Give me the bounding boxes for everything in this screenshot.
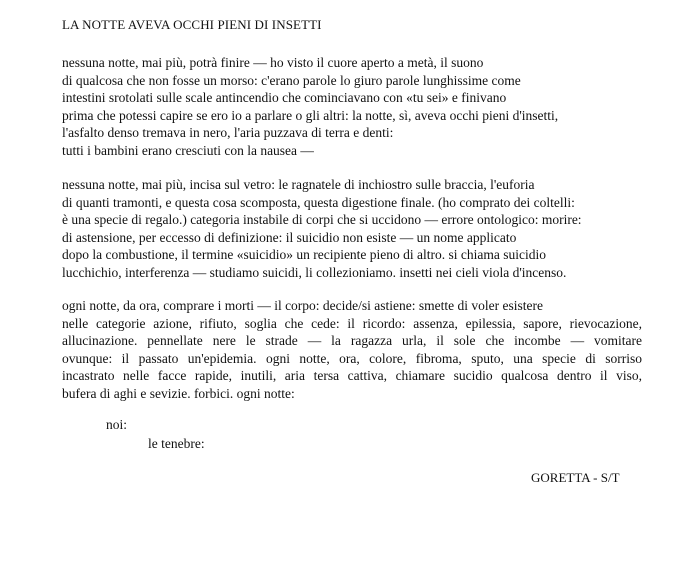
stanza-3-line-4: ovunque: il passato un'epidemia. ogni notte, ora, colore, fibroma, sputo, una specie di sorriso: [62, 350, 642, 366]
stanza-3-line-6: bufera di aghi e sevizie. forbici. ogni notte:: [62, 385, 295, 401]
stanza-1-line-1: nessuna notte, mai più, potrà finire — ho visto il cuore aperto a metà, il suono: [62, 55, 484, 70]
stanza-2-line-5: dopo la combustione, il termine «suicidio» un recipiente pieno di altro. si chiama suicidio: [62, 247, 547, 262]
stanza-3-line-1: ogni notte, da ora, comprare i morti — il corpo: decide/si astiene: smette di voler esistere: [62, 298, 543, 313]
stanza-2-line-2: di quanti tramonti, e questa cosa scomposta, questa digestione finale. (ho comprato dei coltelli:: [62, 194, 575, 210]
stanza-1-line-2: di qualcosa che non fosse un morso: c'erano parole lo giuro parole lunghissime come: [62, 72, 521, 88]
stanza-1-line-5: l'asfalto denso tremava in nero, l'aria puzzava di terra e denti:: [62, 125, 394, 140]
stanza-2-line-1: nessuna notte, mai più, incisa sul vetro: le ragnatele di inchiostro sulle braccia, l'euforia: [62, 177, 535, 192]
stanza-1-line-3: intestini srotolati sulle scale antincendio che cominciavano con «tu sei» e finivano: [62, 90, 507, 105]
stanza-3: [62, 297, 642, 402]
stanza-3-line-5: incastrato nelle facce rapide, inutili, aria tersa cattiva, chiamare sucidio qualcosa dentro il viso,: [62, 368, 642, 383]
coda-line-noi: noi:: [106, 417, 128, 432]
stanza-2-line-4: di astensione, per eccesso di definizione: il suicidio non esiste — un nome applicato: [62, 229, 517, 245]
poem-title: LA NOTTE AVEVA OCCHI PIENI DI INSETTI: [62, 17, 322, 32]
stanza-1: [62, 54, 642, 159]
author-signature: GORETTA - S/T: [531, 470, 620, 485]
stanza-2-line-3: è una specie di regalo.) categoria instabile di corpi che si uccidono — errore ontologico: morire:: [62, 212, 582, 227]
stanza-3-line-2: nelle categorie azione, rifiuto, soglia che cede: il ricordo: assenza, epilessia, sapore, rievocazione,: [62, 315, 642, 331]
stanza-1-line-6: tutti i bambini erano cresciuti con la nausea —: [62, 142, 314, 158]
coda-line-tenebre: le tenebre:: [148, 436, 205, 451]
stanza-1-line-4: prima che potessi capire se ero io a parlare o gli altri: la notte, sì, aveva occhi pieni d'insetti,: [62, 107, 559, 123]
stanza-3-line-3: allucinazione. pennellate nere le strade — la ragazza urla, il sole che incombe — vomitare: [62, 333, 642, 348]
stanza-2: [62, 176, 642, 281]
stanza-2-line-6: lucchichio, interferenza — studiamo suicidi, li collezioniamo. insetti nei cieli viola d'incenso.: [62, 264, 567, 280]
